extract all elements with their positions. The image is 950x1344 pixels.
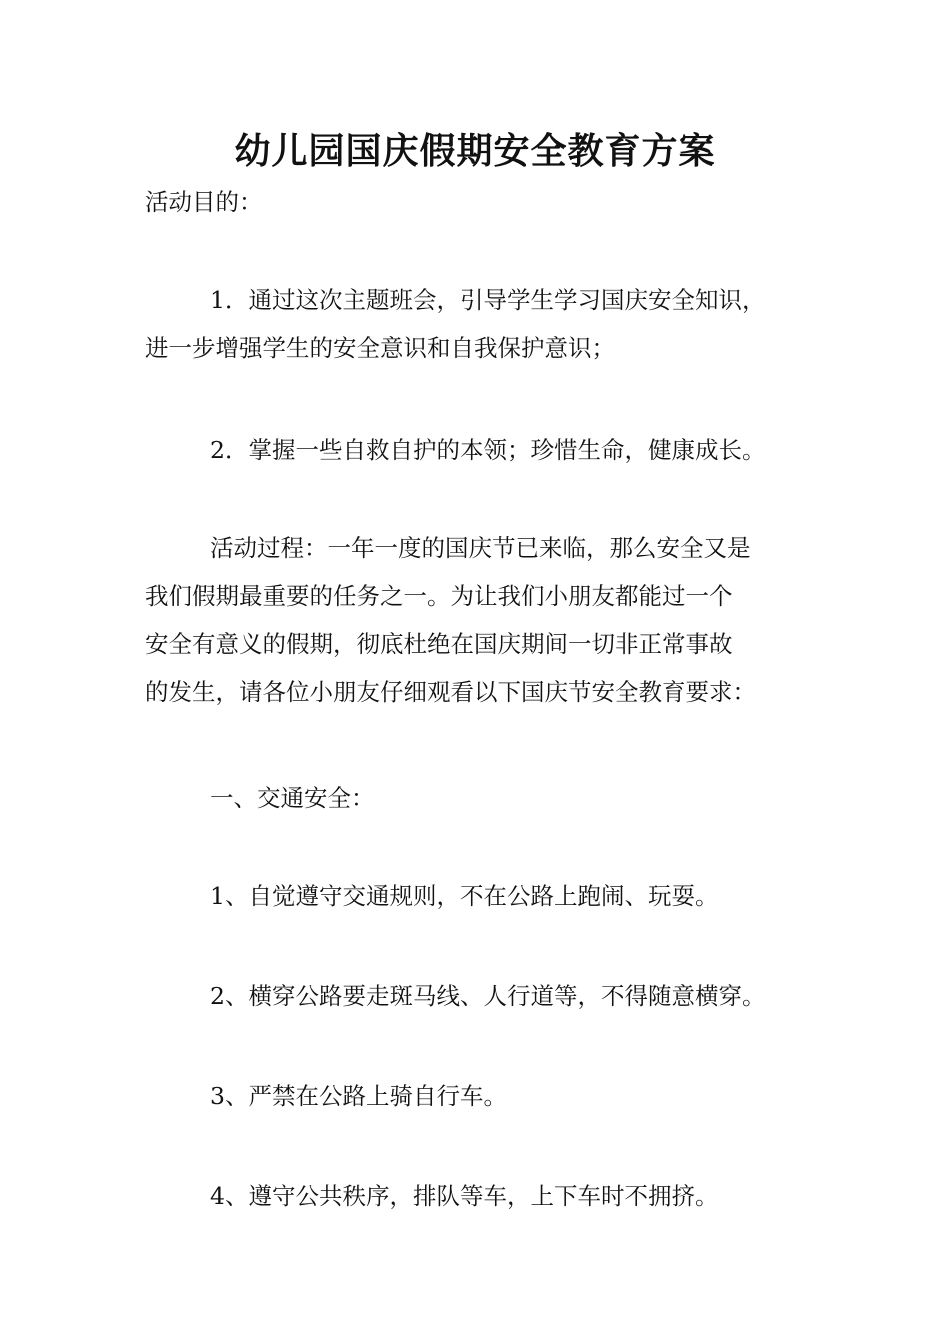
purpose-item-1-line-1: 1．通过这次主题班会，引导学生学习国庆安全知识， — [210, 286, 766, 314]
purpose-item-1 — [145, 276, 815, 372]
process-line-4: 的发生，请各位小朋友仔细观看以下国庆节安全教育要求： — [145, 678, 756, 706]
process-line-3: 安全有意义的假期，彻底杜绝在国庆期间一切非正常事故 — [145, 630, 733, 658]
process-line-1: 活动过程：一年一度的国庆节已来临，那么安全又是 — [210, 534, 751, 562]
traffic-item-1: 1、自觉遵守交通规则，不在公路上跑闹、玩耍。 — [210, 882, 719, 910]
purpose-item-2: 2．掌握一些自救自护的本领；珍惜生命，健康成长。 — [210, 436, 766, 464]
traffic-item-4: 4、遵守公共秩序，排队等车，上下车时不拥挤。 — [210, 1182, 719, 1210]
traffic-item-3: 3、严禁在公路上骑自行车。 — [210, 1082, 507, 1110]
traffic-item-2: 2、横穿公路要走斑马线、人行道等，不得随意横穿。 — [210, 982, 766, 1010]
section-traffic-heading: 一、交通安全： — [210, 784, 375, 812]
heading-purpose: 活动目的： — [145, 188, 263, 216]
document-title: 幼儿园国庆假期安全教育方案 — [234, 131, 716, 172]
process-paragraph — [145, 524, 815, 716]
process-line-2: 我们假期最重要的任务之一。为让我们小朋友都能过一个 — [145, 582, 733, 610]
purpose-item-1-line-2: 进一步增强学生的安全意识和自我保护意识； — [145, 334, 615, 362]
